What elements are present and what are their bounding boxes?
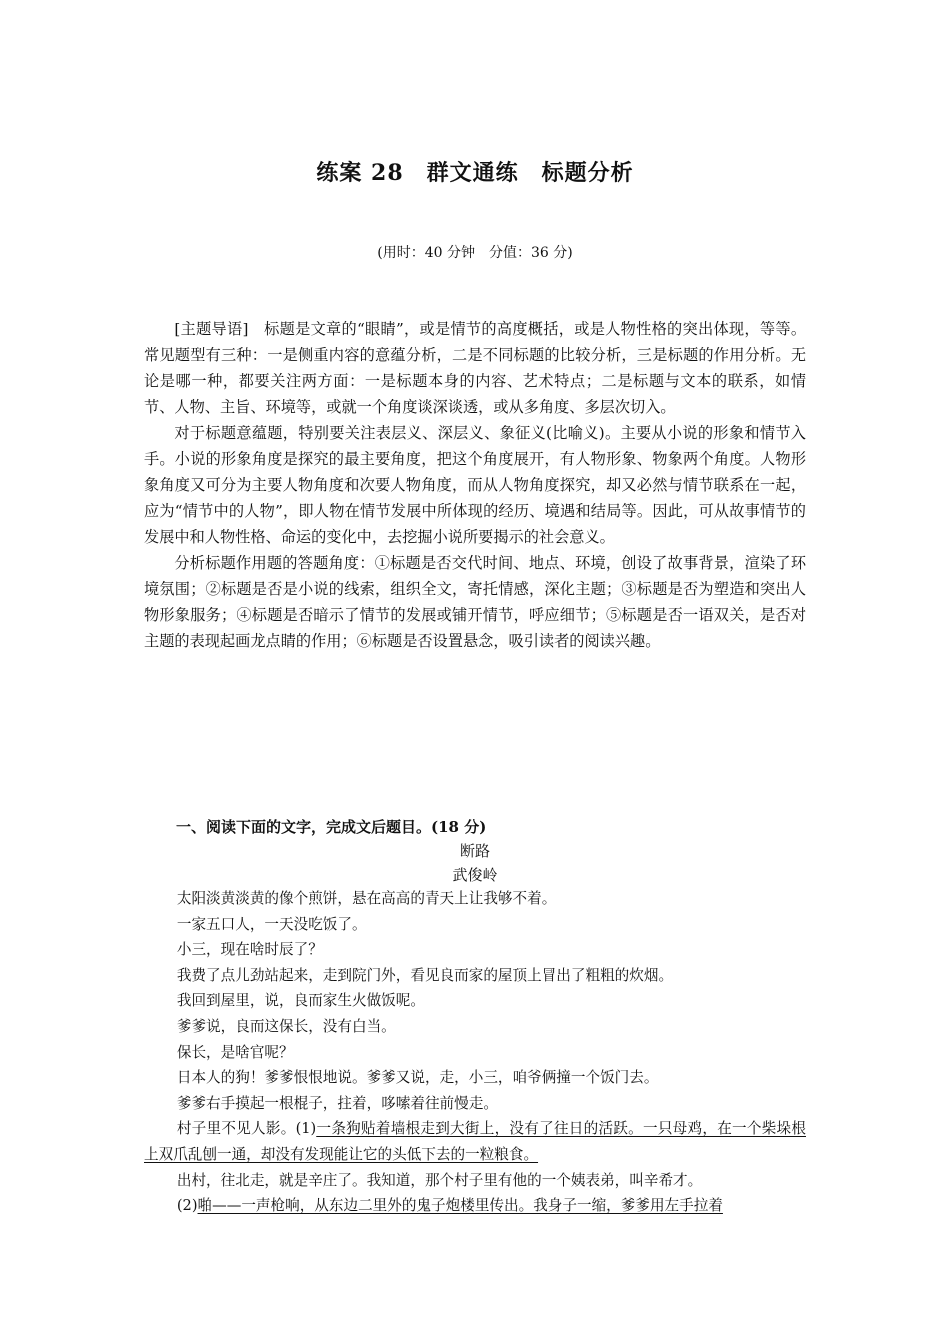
page-subtitle: (用时：40 分钟 分值：36 分) — [377, 245, 573, 261]
underlined-passage-2: 啪——一声枪响，从东边二里外的鬼子炮楼里传出。我身子一缩，爹爹用左手拉着 — [197, 1197, 723, 1215]
story-line: 我回到屋里，说，良而家生火做饭呢。 — [176, 992, 425, 1010]
story-line: 出村，往北走，就是辛庄了。我知道，那个村子里有他的一个姨表弟，叫辛希才。 — [176, 1171, 703, 1189]
story-line: 保长，是啥官呢？ — [176, 1043, 294, 1061]
story-line-prefix: 村子里不见人影。(1) — [176, 1120, 317, 1138]
intro-paragraph-1-text: 标题是文章的“眼睛”，或是情节的高度概括，或是人物性格的突出体现，等等。常见题型有三种：一是侧重内容的意蕴分析，二是不同标题的比较分析，三是标题的作用分析。无论是哪一种，都要关注两方面：一是标题本身的内容、艺术特点；二是标题与文本的联系，如情节、人物、主旨、环境等，或就一个角度谈深谈透，或从多角度、多层次切入。 — [144, 320, 807, 416]
story-line: 日本人的狗！爹爹恨恨地说。爹爹又说，走，小三，咱爷俩撞一个饭门去。 — [176, 1069, 659, 1087]
story-line: 一家五口人，一天没吃饭了。 — [176, 915, 367, 933]
story-title: 断路 — [459, 842, 490, 860]
story-line: 太阳淡黄淡黄的像个煎饼，悬在高高的青天上让我够不着。 — [176, 890, 557, 907]
story-line: 爹爹说，良而这保长，没有白当。 — [176, 1017, 396, 1035]
story-line: 爹爹右手摸起一根棍子，拄着，哆嗦着往前慢走。 — [176, 1094, 498, 1112]
story-line — [144, 1193, 806, 1219]
story-body — [144, 886, 806, 1219]
intro-paragraph: 分析标题作用题的答题角度：①标题是否交代时间、地点、环境，创设了故事背景，渲染了环境氛围；②标题是否是小说的线索，组织全文，寄托情感，深化主题；③标题是否为塑造和突出人物形象服务；④标题是否暗示了情节的发展或铺开情节，呼应细节；⑤标题是否一语双关，是否对主题的表现起画龙点睛的作用；⑥标题是否设置悬念，吸引读者的阅读兴趣。 — [144, 554, 806, 650]
intro-paragraph: 对于标题意蕴题，特别要关注表层义、深层义、象征义(比喻义)。主要从小说的形象和情节入手。小说的形象角度是探究的最主要角度，把这个角度展开，有人物形象、物象两个角度。人物形象角度又可分为主要人物角度和次要人物角度，而从人物角度探究，却又必然与情节联系在一起，应为“情节中的人物”，即人物在情节发展中所体现的经历、境遇和结局等。因此，可从故事情节的发展中和人物性格、命运的变化中，去挖掘小说所要揭示的社会意义。 — [144, 424, 806, 546]
question-heading: 一、阅读下面的文字，完成文后题目。(18 分) — [176, 818, 487, 836]
intro-tag: [主题导语] — [174, 320, 249, 338]
intro-section — [144, 316, 806, 654]
story-line: 小三，现在啥时辰了？ — [176, 941, 323, 959]
story-line-prefix: (2) — [176, 1197, 198, 1215]
story-author: 武俊岭 — [452, 866, 498, 884]
intro-paragraph — [144, 316, 806, 420]
page-title: 练案 28 群文通练 标题分析 — [316, 160, 634, 186]
underlined-passage-1: 一条狗贴着墙根走到大街上，没有了往日的活跃。一只母鸡，在一个柴垛根上双爪乱刨一通，却没有发现能让它的头低下去的一粒粮食。 — [144, 1120, 806, 1163]
story-line — [144, 1116, 806, 1167]
story-line: 我费了点儿劲站起来，走到院门外，看见良而家的屋顶上冒出了粗粗的炊烟。 — [176, 966, 674, 984]
